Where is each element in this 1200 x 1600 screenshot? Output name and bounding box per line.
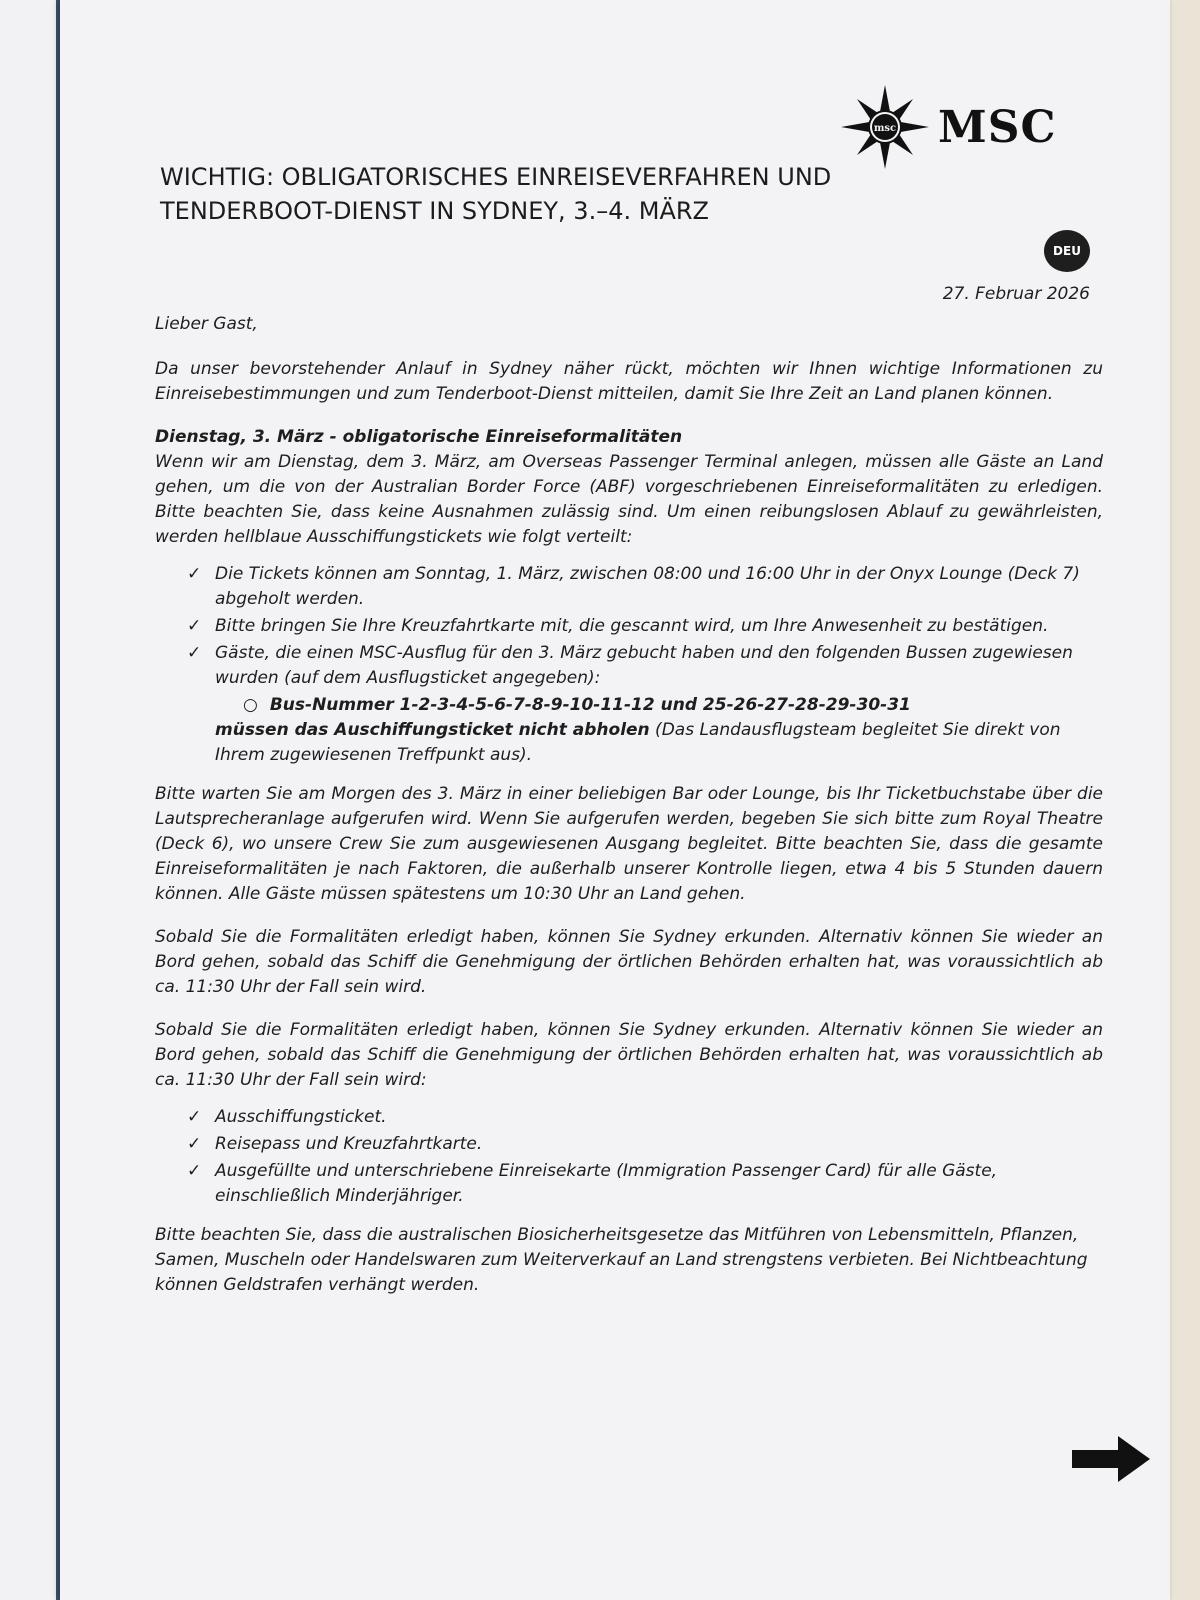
check-icon: ✓: [187, 1107, 202, 1127]
explore-paragraph-2: Sobald Sie die Formalitäten erledigt haben, können Sie Sydney erkunden. Alternativ können Sie wieder an Bord gehen, sobald das Schiff die Genehmigung der örtlichen Behörden erhalten hat, was voraussichtlich ab ca. 11:30 Uhr der Fall sein wird:: [155, 1020, 1103, 1090]
bus-numbers-line: [215, 693, 1103, 718]
intro-paragraph: Da unser bevorstehender Anlauf in Sydney näher rückt, möchten wir Ihnen wichtige Informationen zu Einreisebestimmungen und zum Tenderboot-Dienst mitteilen, damit Sie Ihre Zeit an Land planen können.: [155, 359, 1103, 404]
check-icon: ✓: [187, 616, 202, 636]
waiting-paragraph: Bitte warten Sie am Morgen des 3. März in einer beliebigen Bar oder Lounge, bis Ihr Ticketbuchstabe über die Lautsprecheranlage aufgerufen wird. Wenn Sie aufgerufen werden, begeben Sie sich bitte zum Royal Theatre (Deck 6), wo unsere Crew Sie zum ausgewiesenen Ausgang begleitet. Bitte beachten Sie, dass die gesamte Einreiseformalitäten je nach Faktoren, die außerhalb unserer Kontrolle liegen, etwa 4 bis 5 Stunden dauern können. Alle Gäste müssen spätestens um 10:30 Uhr an Land gehen.: [155, 784, 1103, 904]
check-icon: ✓: [187, 643, 202, 663]
section-body: Wenn wir am Dienstag, dem 3. März, am Overseas Passenger Terminal anlegen, müssen alle Gäste an Land gehen, um die von der Australian Border Force (ABF) vorgeschriebenen Einreiseformalitäten zu erledigen. Bitte beachten Sie, dass keine Ausnahmen zulässig sind. Um einen reibungslosen Ablauf zu gewährleisten, werden hellblaue Ausschiffungstickets wie folgt verteilt:: [155, 452, 1103, 547]
list-item-text: Reisepass und Kreuzfahrtkarte.: [215, 1134, 483, 1154]
list-item: [187, 562, 1103, 612]
bus-note-rest: (Das Landausflugsteam begleitet Sie direkt von Ihrem zugewiesenen Treffpunkt aus).: [215, 720, 1061, 765]
circle-bullet-icon: ○: [243, 695, 258, 715]
list-item-text: Bitte bringen Sie Ihre Kreuzfahrtkarte mit, die gescannt wird, um Ihre Anwesenheit zu bestätigen.: [215, 616, 1049, 636]
list-item: [187, 1105, 1103, 1130]
explore-paragraph-1: Sobald Sie die Formalitäten erledigt haben, können Sie Sydney erkunden. Alternativ können Sie wieder an Bord gehen, sobald das Schiff die Genehmigung der örtlichen Behörden erhalten hat, was voraussichtlich ab ca. 11:30 Uhr der Fall sein wird.: [155, 927, 1103, 997]
compass-rose-icon: [840, 84, 930, 170]
greeting: Lieber Gast,: [155, 314, 258, 334]
list-item: [187, 1159, 1103, 1209]
brand-name: MSC: [938, 101, 1057, 153]
check-icon: ✓: [187, 1161, 202, 1181]
list-item-text: Die Tickets können am Sonntag, 1. März, zwischen 08:00 und 16:00 Uhr in der Onyx Lounge (Deck 7) abgeholt werden.: [215, 564, 1080, 609]
list-item-text: Gäste, die einen MSC-Ausflug für den 3. März gebucht haben und den folgenden Bussen zugewiesen wurden (auf dem Ausflugsticket angegeben):: [215, 643, 1073, 688]
documents-checklist: [155, 1105, 1103, 1209]
ticket-checklist: [155, 562, 1103, 768]
list-item-text: Ausgefüllte und unterschriebene Einreisekarte (Immigration Passenger Card) für alle Gäste, einschließlich Minderjähriger.: [215, 1161, 998, 1206]
underlying-sheet: [0, 0, 60, 1600]
list-item-text: Ausschiffungsticket.: [215, 1107, 387, 1127]
biosecurity-paragraph: Bitte beachten Sie, dass die australischen Biosicherheitsgesetze das Mitführen von Lebensmitteln, Pflanzen, Samen, Muscheln oder Handelswaren zum Weiterverkauf an Land strengstens verbieten. Bei Nichtbeachtung können Geldstrafen verhängt werden.: [155, 1225, 1088, 1295]
check-icon: ✓: [187, 1134, 202, 1154]
arrow-right-icon[interactable]: [1072, 1434, 1152, 1484]
logo-emblem-text: msc: [873, 123, 897, 134]
list-item: [187, 1132, 1103, 1157]
check-icon: ✓: [187, 564, 202, 584]
letter-date: 27. Februar 2026: [942, 284, 1090, 304]
bus-note-bold: müssen das Auschiffungsticket nicht abholen: [215, 720, 650, 740]
list-item: [187, 614, 1103, 639]
bus-numbers: Bus-Nummer 1-2-3-4-5-6-7-8-9-10-11-12 und 25-26-27-28-29-30-31: [269, 695, 911, 715]
msc-logo: [840, 84, 1080, 170]
letter-body: [155, 312, 1103, 1298]
bus-note: [215, 718, 1103, 768]
section-heading: Dienstag, 3. März - obligatorische Einreiseformalitäten: [155, 427, 683, 447]
language-badge: DEU: [1044, 230, 1090, 272]
list-item: [187, 641, 1103, 768]
page-title: WICHTIG: OBLIGATORISCHES EINREISEVERFAHREN UND TENDERBOOT-DIENST IN SYDNEY, 3.–4. MÄRZ: [160, 163, 832, 225]
